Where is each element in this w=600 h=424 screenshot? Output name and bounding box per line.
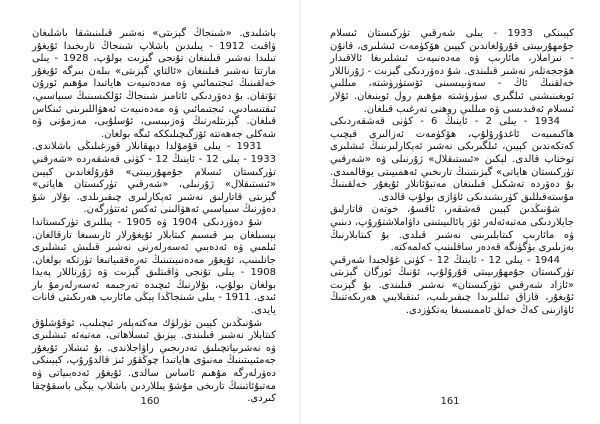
- right-paragraph-4: 1944 - يىلى 12 - ئاينىڭ 12 - كۈنى غۇلجىدا شەرقىي تۈركىستان جۇمھۇرىيىتى قۇرۇلۇپ، ئۇنىڭ ئورگان گېزىتى «ئازاد شەرقىي تۈركىستان» نەشىر قىلىندى. بۇ گېزىت ئۇيغۇر، قازاق تىللىرىدا چىقىرىلىپ، ئىنقىلابىي ھەرىكەتنىڭ ئاۋازىنى كەڭ خەلق ئاممىسىغا يەتكۈزدى.: [330, 254, 574, 317]
- left-page-number: 160: [140, 396, 160, 407]
- left-paragraph-3: شۇ دەۋردىكى 1904 ۋە 1905 - يىللىرى تۈركىستاندا بېسىلغان بىر قىسىم كىتابلار ئۇيغۇرلار ئارىسىغا تارقالغان. ئىلمىي ۋە ئەدەبىي ئەسەرلەرنى نەشىر قىلىش ئىشلىرى جانلىنىپ، ئۇيغۇر مەدەنىيىتىنىڭ تەرەققىياتىغا تۈرتكە بولغان. 1908 - يىلى تۇنجى ۋاقىتلىق گېزىت ۋە ژۇرناللار پەيدا بولغان بولۇپ، بۇلارنىڭ ئىچىدە تەرجىمە ئەسەرلەرمۇ بار ئىدى. 1911 - يىلى شىنجاڭدا يېڭى مائارىپ ھەرىكىتى قانات يايدى.: [32, 216, 277, 317]
- right-paragraph-2: 1934 - يىلى 2 - ئاينىڭ 6 - كۈنى قەشقەردىكى ھاكىمىيەت ئاغدۇرۇلۇپ، ھۆكۈمەت ئەزالىرى قېچىپ كەتكەندىن كېيىن، ئىلگىرىكى نەشىر ئەپكارلىرىنىڭ ئىشلىرى توختاپ قالدى. لېكىن «ئىستىقلال» ژۇرنىلى ۋە «شەرقىي تۈركىستان ھاياتى» گېزىتىنىڭ تارىخىي ئەھمىيىتى يوقالمىدى. بۇ دەۋردە تەشكىل قىلىنغان مەتبۇئاتلار ئۇيغۇر خەلقىنىڭ مۇستەقىللىق كۈرىشىدىكى ئاۋازى بولۇپ قالدى.: [330, 116, 574, 203]
- right-page-text: [330, 28, 574, 380]
- left-paragraph-2: 1931 - يىلى قۇمۇلدا دېھقانلار قوزغىلىڭى باشلاندى. 1933 - يىلى 12 - ئاينىڭ 12 - كۈنى قەشقەردە «شەرقىي تۈركىستان ئىسلام جۇمھۇرىيىتى» قۇرۇلغاندىن كېيىن «ئىستىقلال» ژۇرنىلى، «شەرقىي تۈركىستان ھاياتى» گېزىتى قاتارلىق نەشىر ئەپكارلىرى چىقىرىلدى. بۇلار شۇ دەۋرنىڭ سىياسىي ئەھۋالىنى ئەكس ئەتتۈرگەن.: [32, 141, 277, 216]
- left-paragraph-1: باشلىدى. «شىنجاڭ گېزىتى» نەشىر قىلىنىشقا باشلىغان ۋاقىت 1912 - يىلىدىن باشلاپ شىنجاڭ تارىخىدا ئۇيغۇر تىلىدا نەشىر قىلىنغان تۇنجى گېزىت بولۇپ، 1928 - يىلى مارتتا نەشىر قىلىنغان «ئالتاي گېزىتى» بىلەن بىرگە ئۇيغۇر خەلقىنىڭ ئىجتىمائىي ۋە مەدەنىيەت ھاياتىدا مۇھىم ئورۇن تۇتقان. بۇ دەۋردىكى ئاتامىز شىنجاڭ ئۆلكىسىنىڭ سىياسىي، ئىقتىسادىي، ئىجتىمائىي ۋە مەدەنىيەت ئەھۋاللىرىنى ئىنكاس قىلغان. گېزىتلەرنىڭ ۋەزىپىسى، ئۇسلۇبى، مەزمۇنى ۋە شەكلى جەھەتتە ئۆزگىچىلىككە ئىگە بولغان.: [32, 28, 276, 140]
- right-page-number: 161: [440, 396, 460, 407]
- right-page: [300, 0, 600, 424]
- right-paragraph-3: شۇنىڭدىن كېيىن قەشقەر، ئاقسۇ، خوتەن قاتارلىق جايلاردىكى مەتبەئەلەر ئۆز پائالىيىتىنى داۋاملاشتۇرۇپ، دىنىي ۋە مائارىپ كىتابلىرىنى نەشىر قىلدى. بۇ كىتابلارنىڭ بەزىلىرى بۈگۈنگە قەدەر ساقلىنىپ كەلمەكتە.: [330, 204, 574, 254]
- right-paragraph-1: كېيىنكى 1933 - يىلى شەرقىي تۈركىستان ئىسلام جۇمھۇرىيىتى قۇرۇلغاندىن كېيىن ھۆكۈمەت ئىشلىرى، قانۇن - نىزاملار، مائارىپ ۋە مەدەنىيەت ئىشلىرىغا ئالاقىدار ھۆججەتلەر نەشىر قىلىندى. شۇ دەۋردىكى گېزىت - ژۇرناللار خەلقنىڭ ئاڭ - سەۋىيىسىنى ئۆستۈرۈشتە، مىللىي ئويغىنىشنى ئىلگىرى سۈرۈشتە مۇھىم رول ئوينىغان. ئۇلار ئىسلام ئەقىدىسى ۋە مىللىي روھنى تەرغىب قىلغان.: [330, 28, 574, 115]
- left-paragraph-4: شۇنىڭدىن كېيىن تۈرلۈك مەكتەپلەر ئېچىلىپ، ئوقۇشلۇق كىتابلار نەشىر قىلىندى. يېزىق ئىسلاھاتى، مەتبەئە ئىشلىرى ۋە نەشرىياتچىلىق تەدرىجىي راۋاجلاندى. بۇ ئىشلار ئۇيغۇر جەمئىيىتىنىڭ مەنىۋى ھاياتىدا چوڭقۇر ئىز قالدۇرۇپ، كېيىنكى دەۋرلەرگە مۇھىم ئاساس سالدى. ئۇيغۇر ئەدەبىياتى ۋە مەتبۇئاتىنىڭ تارىخى مۇشۇ يىللاردىن باشلاپ يېڭى باسقۇچقا كىردى.: [32, 317, 276, 405]
